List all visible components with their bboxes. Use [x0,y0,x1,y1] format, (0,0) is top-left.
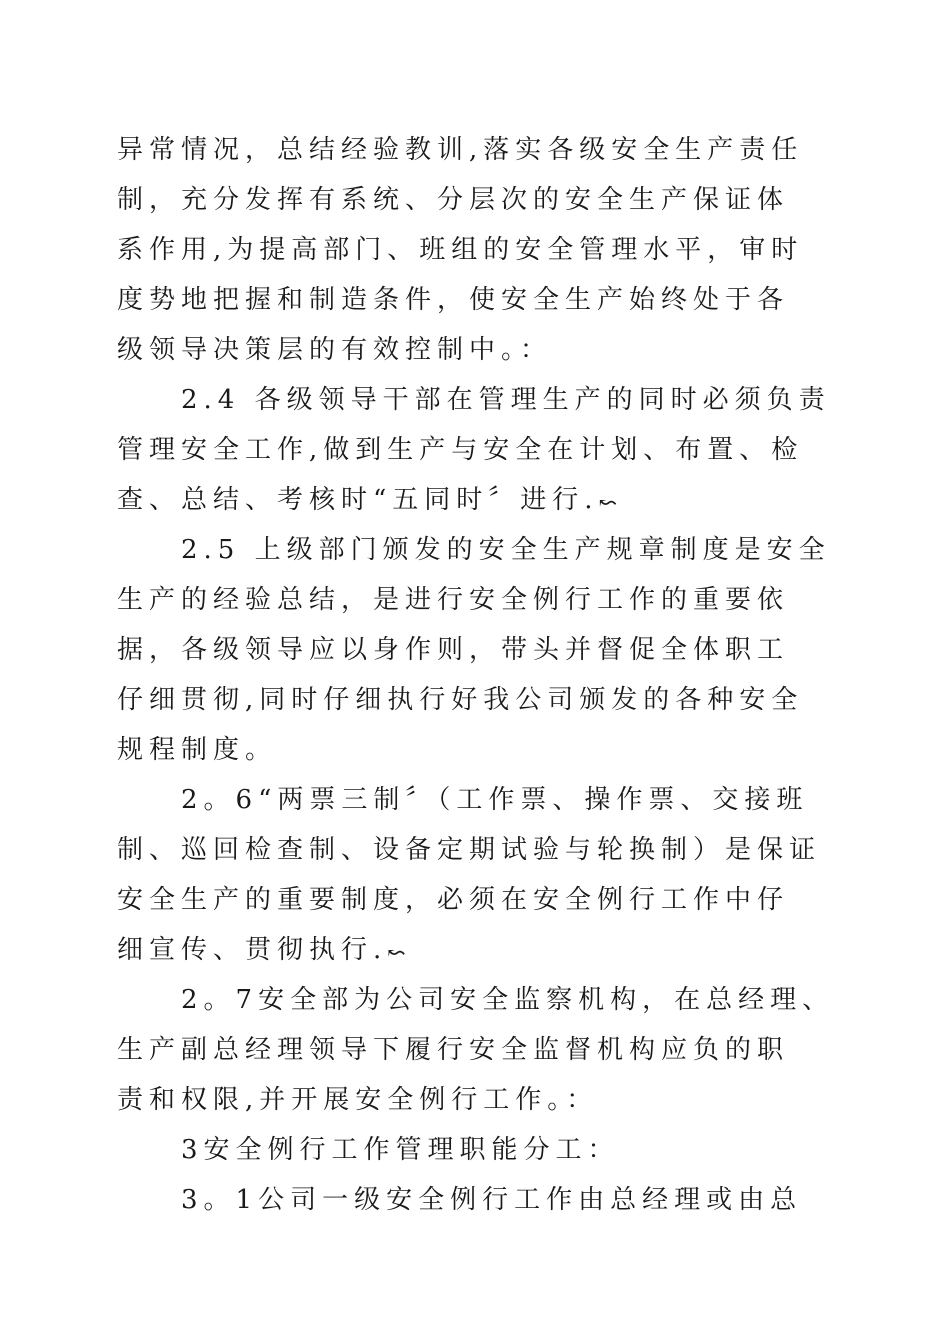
text-line-12: 仔细贯彻,同时仔细执行好我公司颁发的各种安全 [117,685,804,715]
text-line-5: 级领导决策层的有效控制中。： [117,335,553,365]
paragraph-2-4-first-line: 2.4 各级领导干部在管理生产的同时必须负责 [181,385,831,415]
text-line-1: 异常情况，总结经验教训,落实各级安全生产责任 [117,135,804,165]
squiggle-mark-icon: ↜ [387,941,406,966]
text-line-4: 度势地把握和制造条件，使安全生产始终处于各 [117,285,790,315]
section-3-heading: 3安全例行工作管理职能分工： [181,1135,620,1165]
paragraph-3-1-first-line: 3。1公司一级安全例行工作由总经理或由总 [181,1185,803,1215]
text-line-10: 生产的经验总结，是进行安全例行工作的重要依 [117,585,790,615]
text-line-13: 规程制度。 [117,735,278,765]
paragraph-2-5-first-line: 2.5 上级部门颁发的安全生产规章制度是安全 [181,535,831,565]
squiggle-mark-icon: ↜ [598,491,617,516]
text-line-15: 制、巡回检查制、设备定期试验与轮换制）是保证 [117,835,822,865]
text-line-16: 安全生产的重要制度，必须在安全例行工作中仔 [117,885,790,915]
paragraph-2-7-first-line: 2。7安全部为公司安全监察机构，在总经理、 [181,985,835,1015]
text-line-20: 责和权限,并开展安全例行工作。： [117,1085,599,1115]
text-line-2: 制，充分发挥有系统、分层次的安全生产保证体 [117,185,790,215]
text-line-17-text: 细宣传、贯彻执行. [117,935,388,965]
text-line-3: 系作用,为提高部门、班组的安全管理水平，审时 [117,235,804,265]
text-line-19: 生产副总经理领导下履行安全监督机构应负的职 [117,1035,790,1065]
text-line-17 [117,934,406,968]
text-line-11: 据，各级领导应以身作则，带头并督促全体职工 [117,635,790,665]
paragraph-2-6-first-line: 2。6“两票三制〞（工作票、操作票、交接班 [181,785,809,815]
text-line-7: 管理安全工作,做到生产与安全在计划、布置、检 [117,435,804,465]
text-line-8-text: 查、总结、考核时“五同时〞进行. [117,485,599,515]
text-line-8 [117,484,617,518]
